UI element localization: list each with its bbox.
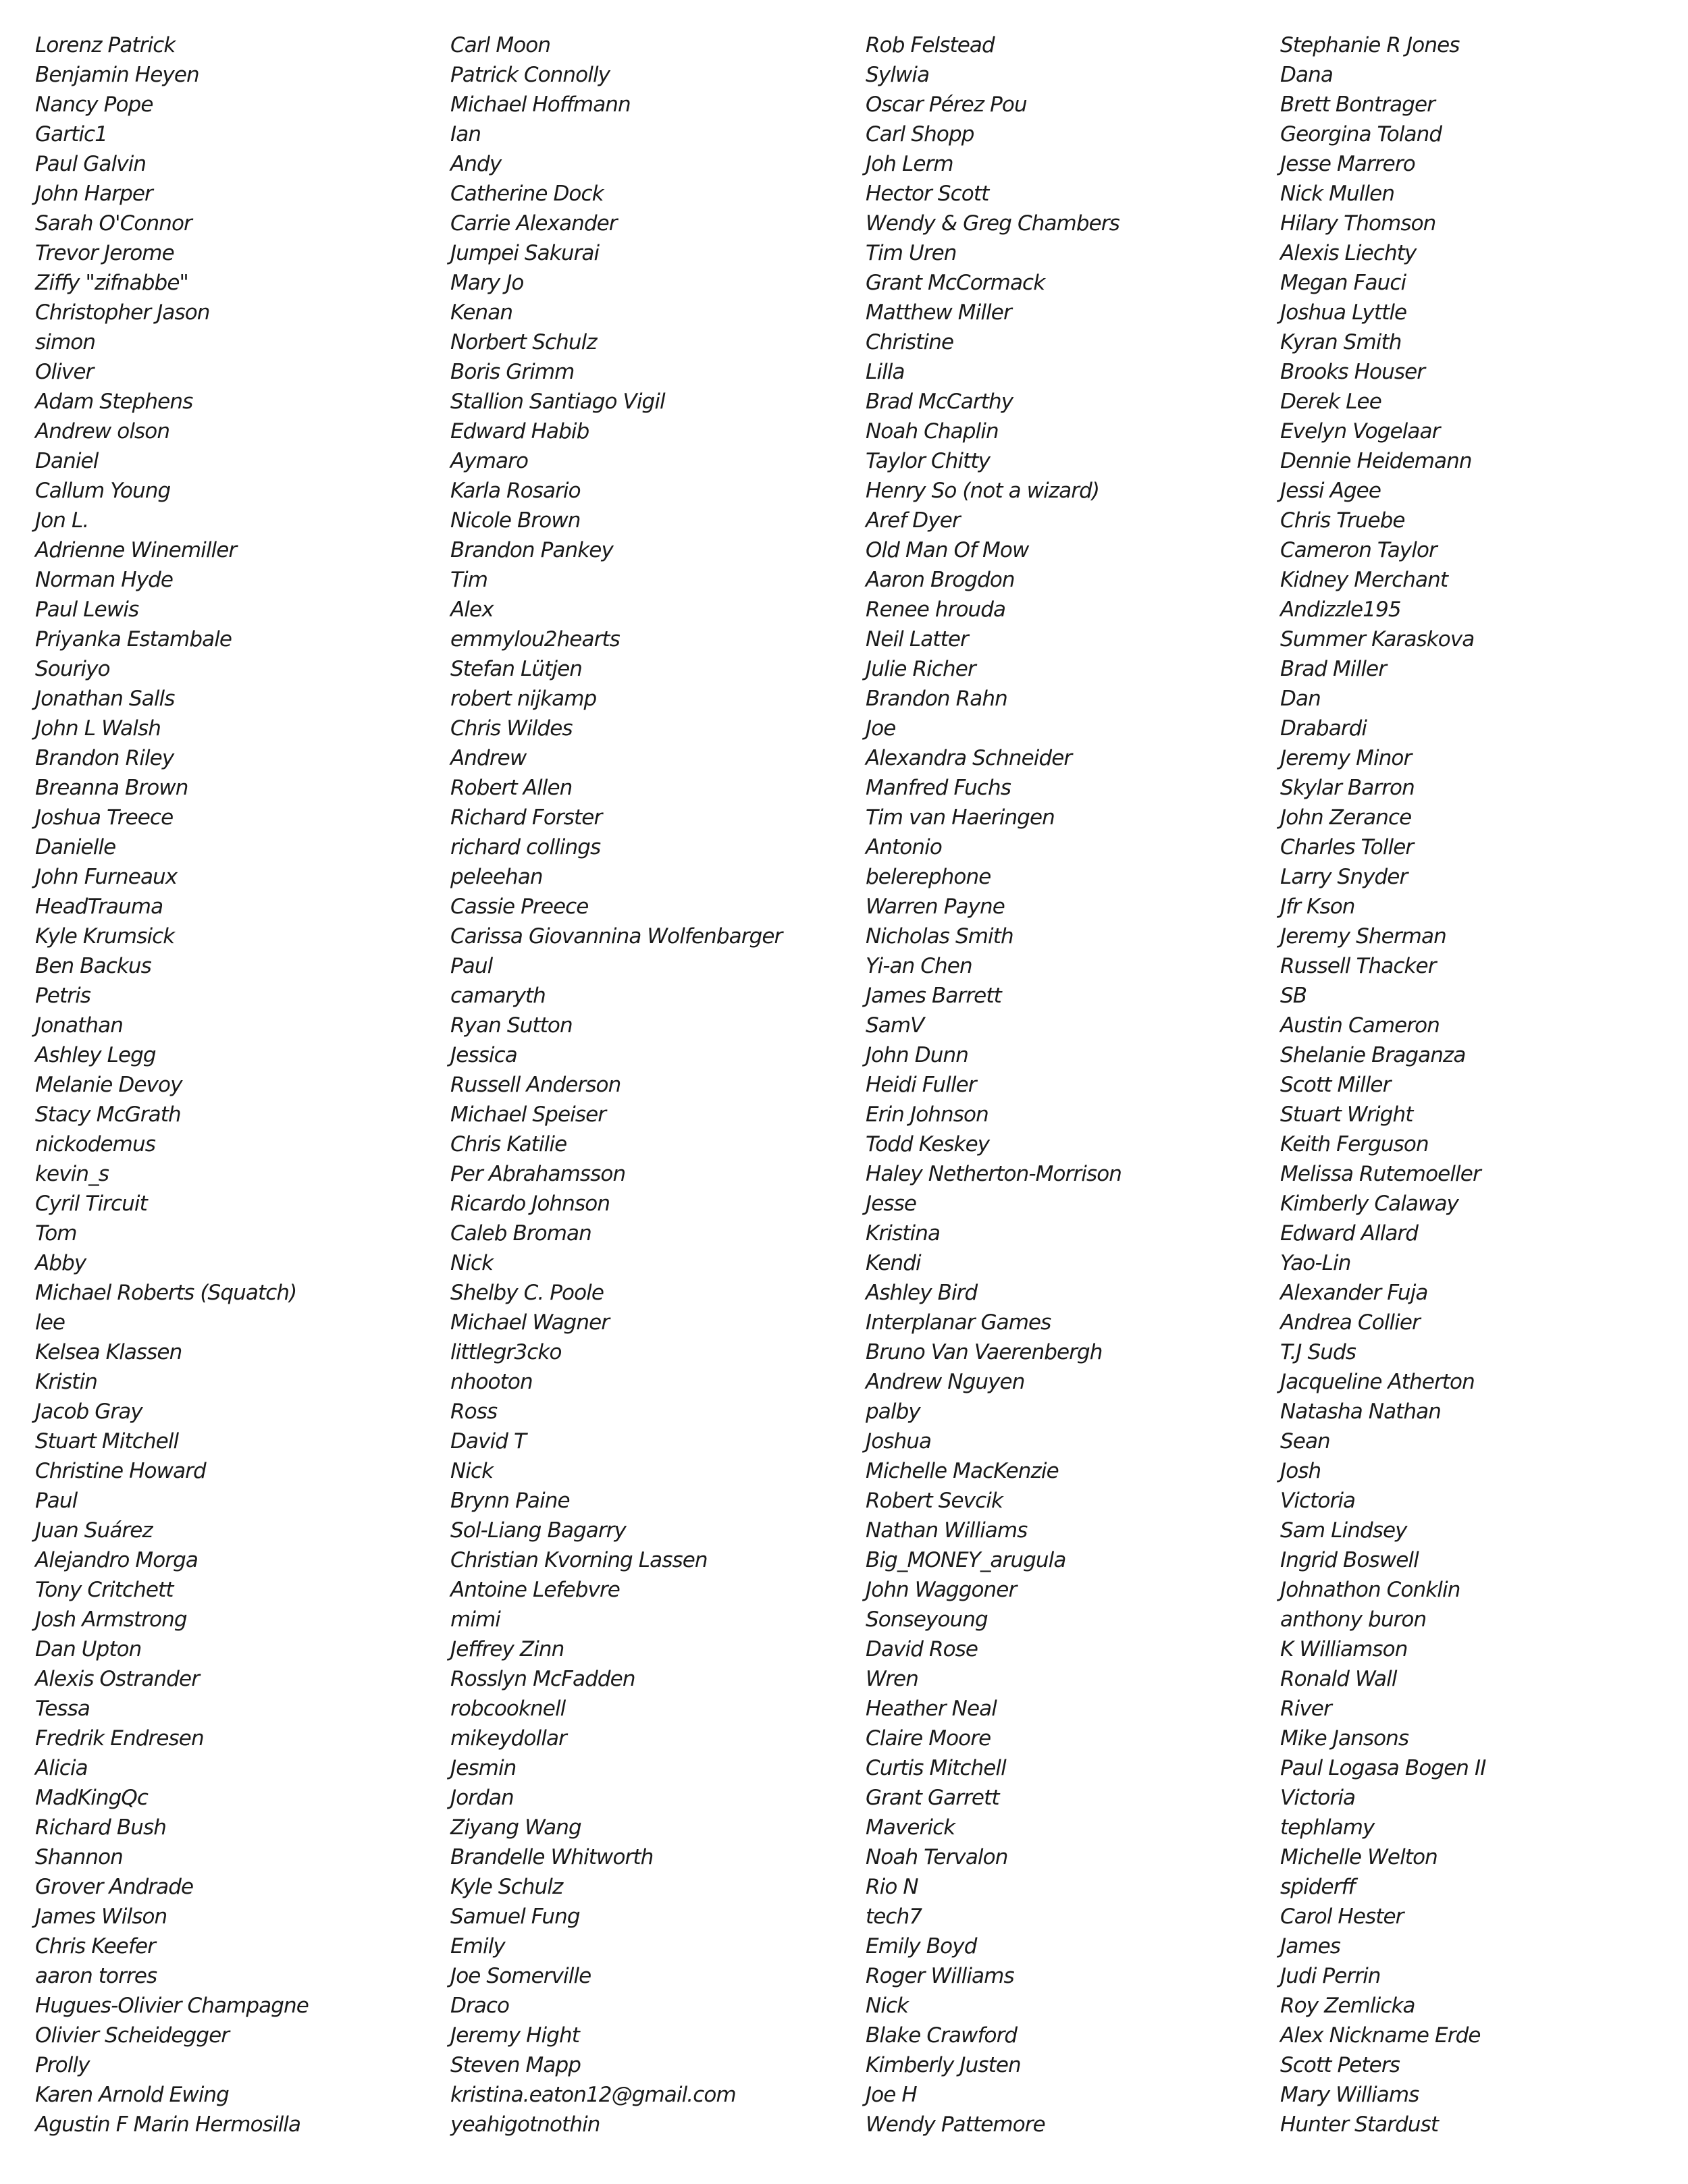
name-entry: Jacqueline Atherton [1280,1370,1475,1394]
name-entry: James [1280,1934,1341,1959]
name-entry: Alexandra Schneider [866,746,1072,770]
name-entry: MadKingQc [35,1786,149,1810]
name-entry: Wendy Pattemore [866,2112,1045,2137]
name-entry: Ben Backus [35,954,151,978]
name-entry: Ross [450,1400,498,1424]
name-entry: Richard Forster [450,805,602,830]
names-column-1 [35,30,440,2139]
name-entry: Aaron Brogdon [866,568,1015,592]
name-entry: Alex [450,597,494,622]
name-entry: Abby [35,1251,86,1275]
name-entry: robert nijkamp [450,687,597,711]
name-entry: Joshua [866,1429,932,1454]
name-entry: Brett Bontrager [1280,92,1435,117]
name-entry: Nicole Brown [450,508,581,533]
names-column-4 [1280,30,1685,2139]
name-entry: Rosslyn McFadden [450,1667,635,1691]
name-entry: Judi Perrin [1280,1964,1381,1988]
name-entry: Tim Uren [866,241,957,265]
name-entry: Ziyang Wang [450,1815,581,1840]
name-entry: Stacy McGrath [35,1102,181,1127]
name-entry: kevin_s [35,1162,109,1186]
name-entry: Robert Allen [450,776,573,800]
name-entry: Charles Toller [1280,835,1414,859]
name-entry: Melanie Devoy [35,1073,182,1097]
name-entry: tech7 [866,1905,922,1929]
name-entry: Edward Allard [1280,1221,1419,1246]
name-entry: Sol-Liang Bagarry [450,1518,626,1543]
name-entry: Chris Wildes [450,716,573,741]
name-entry: Stephanie R Jones [1280,33,1460,57]
name-entry: Benjamin Heyen [35,63,199,87]
name-entry: Daniel [35,449,99,473]
name-entry: Boris Grimm [450,360,575,384]
name-entry: Stallion Santiago Vigil [450,390,665,414]
name-entry: Danielle [35,835,116,859]
name-entry: belerephone [866,865,991,889]
name-entry: Alexis Liechty [1280,241,1417,265]
name-entry: Brandelle Whitworth [450,1845,654,1869]
name-entry: Brooks Houser [1280,360,1425,384]
name-entry: Johnathon Conklin [1280,1578,1460,1602]
name-entry: Josh [1280,1459,1321,1483]
name-entry: camaryth [450,984,546,1008]
name-entry: Skylar Barron [1280,776,1415,800]
name-entry: Ashley Bird [866,1281,978,1305]
name-entry: Big_MONEY_arugula [866,1548,1066,1572]
name-entry: anthony buron [1280,1607,1427,1632]
name-entry: Warren Payne [866,895,1005,919]
name-entry: Nancy Pope [35,92,153,117]
name-entry: Catherine Dock [450,182,604,206]
name-entry: Chris Katilie [450,1132,567,1156]
name-entry: Nick [450,1459,494,1483]
name-entry: Trevor Jerome [35,241,174,265]
name-entry: Kristina [866,1221,941,1246]
name-entry: Alex Nickname Erde [1280,2023,1481,2048]
name-entry: Tony Critchett [35,1578,174,1602]
name-entry: Sean [1280,1429,1330,1454]
name-entry: Karla Rosario [450,479,581,503]
name-entry: Dan Upton [35,1637,142,1661]
name-entry: Petris [35,984,91,1008]
name-entry: Adam Stephens [35,390,193,414]
name-entry: Cyril Tircuit [35,1192,147,1216]
name-entry: Ronald Wall [1280,1667,1397,1691]
name-entry: Shelby C. Poole [450,1281,604,1305]
name-entry: Interplanar Games [866,1310,1051,1335]
name-entry: Sylwia [866,63,930,87]
name-entry: Julie Richer [866,657,976,681]
name-entry: SB [1280,984,1307,1008]
name-entry: Yao-Lin [1280,1251,1351,1275]
name-entry: David Rose [866,1637,978,1661]
name-entry: Evelyn Vogelaar [1280,419,1440,444]
name-entry: John Waggoner [866,1578,1017,1602]
name-entry: John Dunn [866,1043,968,1067]
name-entry: Russell Thacker [1280,954,1436,978]
name-entry: HeadTrauma [35,895,163,919]
name-entry: Jeffrey Zinn [450,1637,564,1661]
name-entry: Hilary Thomson [1280,211,1436,236]
name-entry: Jesmin [450,1756,517,1780]
name-entry: Nicholas Smith [866,924,1013,949]
name-entry: Noah Tervalon [866,1845,1008,1869]
name-entry: Michelle Welton [1280,1845,1438,1869]
name-entry: Tim van Haeringen [866,805,1055,830]
name-entry: Taylor Chitty [866,449,991,473]
name-entry: David T [450,1429,526,1454]
name-entry: Grover Andrade [35,1875,194,1899]
name-entry: Heidi Fuller [866,1073,976,1097]
name-entry: Olivier Scheidegger [35,2023,230,2048]
name-entry: littlegr3cko [450,1340,562,1364]
name-entry: Rio N [866,1875,918,1899]
name-entry: Robert Sevcik [866,1489,1003,1513]
name-entry: nhooton [450,1370,533,1394]
name-entry: Cassie Preece [450,895,589,919]
name-entry: Carl Moon [450,33,551,57]
name-entry: Andrew olson [35,419,170,444]
name-entry: Adrienne Winemiller [35,538,237,562]
name-entry: Bruno Van Vaerenbergh [866,1340,1103,1364]
name-entry: Alexis Ostrander [35,1667,200,1691]
name-entry: Andrew Nguyen [866,1370,1025,1394]
name-entry: Brad McCarthy [866,390,1013,414]
name-entry: Manfred Fuchs [866,776,1011,800]
name-entry: palby [866,1400,920,1424]
name-entry: Emily Boyd [866,1934,977,1959]
name-entry: Ricardo Johnson [450,1192,610,1216]
name-entry: Grant Garrett [866,1786,999,1810]
name-entry: Mary Williams [1280,2083,1419,2107]
name-entry: Rob Felstead [866,33,995,57]
name-entry: SamV [866,1013,924,1038]
name-entry: lee [35,1310,65,1335]
name-entry: Joh Lerm [866,152,953,176]
name-entry: Hector Scott [866,182,989,206]
name-entry: Derek Lee [1280,390,1381,414]
name-entry: Paul [35,1489,78,1513]
name-entry: Breanna Brown [35,776,188,800]
name-entry: Kyran Smith [1280,330,1402,354]
name-entry: Noah Chaplin [866,419,999,444]
name-entry: Larry Snyder [1280,865,1408,889]
name-entry: Cameron Taylor [1280,538,1437,562]
name-entry: Brad Miller [1280,657,1387,681]
name-entry: Erin Johnson [866,1102,988,1127]
name-entry: Paul Galvin [35,152,147,176]
name-entry: Jordan [450,1786,514,1810]
name-entry: Richard Bush [35,1815,167,1840]
name-entry: Grant McCormack [866,271,1045,295]
name-entry: emmylou2hearts [450,627,620,651]
name-entry: Megan Fauci [1280,271,1406,295]
name-entry: Christian Kvorning Lassen [450,1548,708,1572]
name-entry: Summer Karaskova [1280,627,1475,651]
name-entry: River [1280,1697,1331,1721]
name-entry: Dan [1280,687,1321,711]
name-entry: Curtis Mitchell [866,1756,1006,1780]
name-entry: Carrie Alexander [450,211,617,236]
name-entry: Antoine Lefebvre [450,1578,620,1602]
name-entry: Lilla [866,360,905,384]
name-entry: Steven Mapp [450,2053,581,2077]
name-entry: Per Abrahamsson [450,1162,626,1186]
name-entry: Stuart Wright [1280,1102,1413,1127]
name-entry: Kelsea Klassen [35,1340,182,1364]
name-entry: yeahigotnothin [450,2112,600,2137]
name-entry: Nathan Williams [866,1518,1028,1543]
name-entry: Michelle MacKenzie [866,1459,1059,1483]
name-entry: Kendi [866,1251,921,1275]
name-entry: Joe Somerville [450,1964,591,1988]
name-entry: Haley Netherton-Morrison [866,1162,1122,1186]
name-entry: Wren [866,1667,918,1691]
name-entry: Jeremy Minor [1280,746,1412,770]
name-entry: Norbert Schulz [450,330,597,354]
name-entry: Shannon [35,1845,123,1869]
name-entry: Christine [866,330,954,354]
name-entry: Norman Hyde [35,568,174,592]
name-entry: Patrick Connolly [450,63,610,87]
name-entry: Dennie Heidemann [1280,449,1472,473]
name-entry: Emily [450,1934,505,1959]
name-entry: kristina.eaton12@gmail.com [450,2083,736,2107]
name-entry: spiderff [1280,1875,1355,1899]
name-entry: Scott Peters [1280,2053,1400,2077]
name-entry: Nick Mullen [1280,182,1395,206]
name-entry: Wendy & Greg Chambers [866,211,1119,236]
name-entry: Henry So (not a wizard) [866,479,1100,503]
name-entry: K Williamson [1280,1637,1408,1661]
name-entry: Heather Neal [866,1697,997,1721]
name-entry: Jesse [866,1192,917,1216]
name-entry: mimi [450,1607,501,1632]
name-entry: Carl Shopp [866,122,974,147]
name-entry: Shelanie Braganza [1280,1043,1466,1067]
name-entry: Juan Suárez [35,1518,153,1543]
name-entry: simon [35,330,96,354]
name-entry: Renee hrouda [866,597,1006,622]
name-entry: Paul Lewis [35,597,139,622]
name-entry: Kimberly Calaway [1280,1192,1458,1216]
name-entry: John L Walsh [35,716,161,741]
name-entry: Priyanka Estambale [35,627,232,651]
name-entry: Kenan [450,300,513,325]
name-entry: Hugues-Olivier Champagne [35,1994,309,2018]
name-entry: nickodemus [35,1132,155,1156]
name-entry: Blake Crawford [866,2023,1018,2048]
name-entry: Tom [35,1221,77,1246]
name-entry: Alejandro Morga [35,1548,199,1572]
name-entry: Prolly [35,2053,90,2077]
name-entry: Carissa Giovannina Wolfenbarger [450,924,783,949]
name-entry: James Barrett [866,984,1001,1008]
name-entry: Hunter Stardust [1280,2112,1439,2137]
name-entry: Jfr Kson [1280,895,1355,919]
name-entry: Paul Logasa Bogen II [1280,1756,1486,1780]
name-entry: Antonio [866,835,942,859]
name-entry: Fredrik Endresen [35,1726,204,1751]
name-entry: Claire Moore [866,1726,991,1751]
name-entry: Tim [450,568,488,592]
name-entry: Sam Lindsey [1280,1518,1407,1543]
name-entry: Samuel Fung [450,1905,580,1929]
name-entry: aaron torres [35,1964,157,1988]
name-entry: Andrew [450,746,527,770]
name-entry: Michael Speiser [450,1102,606,1127]
name-entry: Karen Arnold Ewing [35,2083,229,2107]
name-entry: Gartic1 [35,122,107,147]
name-entry: Ziffy "zifnabbe" [35,271,188,295]
name-entry: Oliver [35,360,94,384]
name-entry: Matthew Miller [866,300,1011,325]
name-entry: Brynn Paine [450,1489,570,1513]
name-entry: Andy [450,152,502,176]
name-entry: John Furneaux [35,865,178,889]
name-entry: Joe H [866,2083,917,2107]
name-entry: Jonathan [35,1013,123,1038]
name-entry: Ingrid Boswell [1280,1548,1419,1572]
name-entry: Jessi Agee [1280,479,1381,503]
name-entry: Kimberly Justen [866,2053,1021,2077]
name-entry: Aref Dyer [866,508,960,533]
name-entry: James Wilson [35,1905,167,1929]
name-entry: Josh Armstrong [35,1607,187,1632]
name-entry: robcooknell [450,1697,566,1721]
name-entry: Stuart Mitchell [35,1429,179,1454]
name-entry: Yi-an Chen [866,954,972,978]
name-entry: T.J Suds [1280,1340,1356,1364]
name-entry: Austin Cameron [1280,1013,1440,1038]
name-entry: Chris Keefer [35,1934,155,1959]
name-entry: Joshua Treece [35,805,174,830]
name-entry: Caleb Broman [450,1221,591,1246]
name-entry: Brandon Pankey [450,538,613,562]
name-entry: Agustin F Marin Hermosilla [35,2112,301,2137]
name-entry: Mary Jo [450,271,524,295]
name-entry: Scott Miller [1280,1073,1391,1097]
name-entry: Sonseyoung [866,1607,988,1632]
name-entry: John Zerance [1280,805,1412,830]
names-column-3 [866,30,1271,2139]
name-entry: Callum Young [35,479,171,503]
name-entry: Alicia [35,1756,88,1780]
name-entry: Kidney Merchant [1280,568,1448,592]
name-entry: Michael Wagner [450,1310,610,1335]
name-entry: Ian [450,122,481,147]
name-entry: Roy Zemlicka [1280,1994,1415,2018]
name-entry: Jeremy Hight [450,2023,580,2048]
name-entry: Andrea Collier [1280,1310,1420,1335]
name-entry: Joe [866,716,896,741]
name-entry: Nick [450,1251,494,1275]
name-entry: Paul [450,954,493,978]
name-entry: Drabardi [1280,716,1367,741]
name-entry: Ryan Sutton [450,1013,573,1038]
name-entry: Chris Truebe [1280,508,1405,533]
name-entry: tephlamy [1280,1815,1375,1840]
name-entry: Jeremy Sherman [1280,924,1446,949]
name-entry: peleehan [450,865,543,889]
name-entry: Dana [1280,63,1333,87]
name-entry: Roger Williams [866,1964,1014,1988]
name-entry: richard collings [450,835,601,859]
name-entry: Joshua Lyttle [1280,300,1407,325]
name-entry: Kyle Schulz [450,1875,563,1899]
name-entry: Old Man Of Mow [866,538,1029,562]
name-entry: Stefan Lütjen [450,657,583,681]
name-entry: Jumpei Sakurai [450,241,600,265]
name-entry: Aymaro [450,449,529,473]
name-entry: Christine Howard [35,1459,206,1483]
name-entry: Souriyo [35,657,110,681]
name-entry: Russell Anderson [450,1073,621,1097]
name-entry: Lorenz Patrick [35,33,176,57]
names-column-2 [450,30,855,2139]
name-entry: Jessica [450,1043,517,1067]
name-entry: Draco [450,1994,510,2018]
name-entry: Kyle Krumsick [35,924,175,949]
name-entry: Oscar Pérez Pou [866,92,1027,117]
name-entry: Michael Hoffmann [450,92,631,117]
name-entry: Keith Ferguson [1280,1132,1429,1156]
name-entry: Mike Jansons [1280,1726,1409,1751]
name-entry: mikeydollar [450,1726,566,1751]
name-entry: Jon L. [35,508,89,533]
name-entry: Maverick [866,1815,955,1840]
name-entry: Jesse Marrero [1280,152,1415,176]
name-entry: Jonathan Salls [35,687,175,711]
name-entry: Neil Latter [866,627,968,651]
name-entry: Georgina Toland [1280,122,1442,147]
name-entry: Todd Keskey [866,1132,990,1156]
name-entry: Sarah O'Connor [35,211,192,236]
name-entry: Victoria [1280,1786,1356,1810]
name-entry: Ashley Legg [35,1043,156,1067]
name-entry: Melissa Rutemoeller [1280,1162,1481,1186]
name-entry: Edward Habib [450,419,589,444]
name-entry: John Harper [35,182,153,206]
name-entry: Carol Hester [1280,1905,1404,1929]
name-entry: Andizzle195 [1280,597,1401,622]
name-entry: Nick [866,1994,909,2018]
name-entry: Brandon Rahn [866,687,1007,711]
name-entry: Brandon Riley [35,746,174,770]
name-entry: Victoria [1280,1489,1356,1513]
name-entry: Kristin [35,1370,97,1394]
name-entry: Tessa [35,1697,90,1721]
name-entry: Natasha Nathan [1280,1400,1442,1424]
name-entry: Alexander Fuja [1280,1281,1428,1305]
name-entry: Michael Roberts (Squatch) [35,1281,297,1305]
name-entry: Jacob Gray [35,1400,142,1424]
name-entry: Christopher Jason [35,300,210,325]
